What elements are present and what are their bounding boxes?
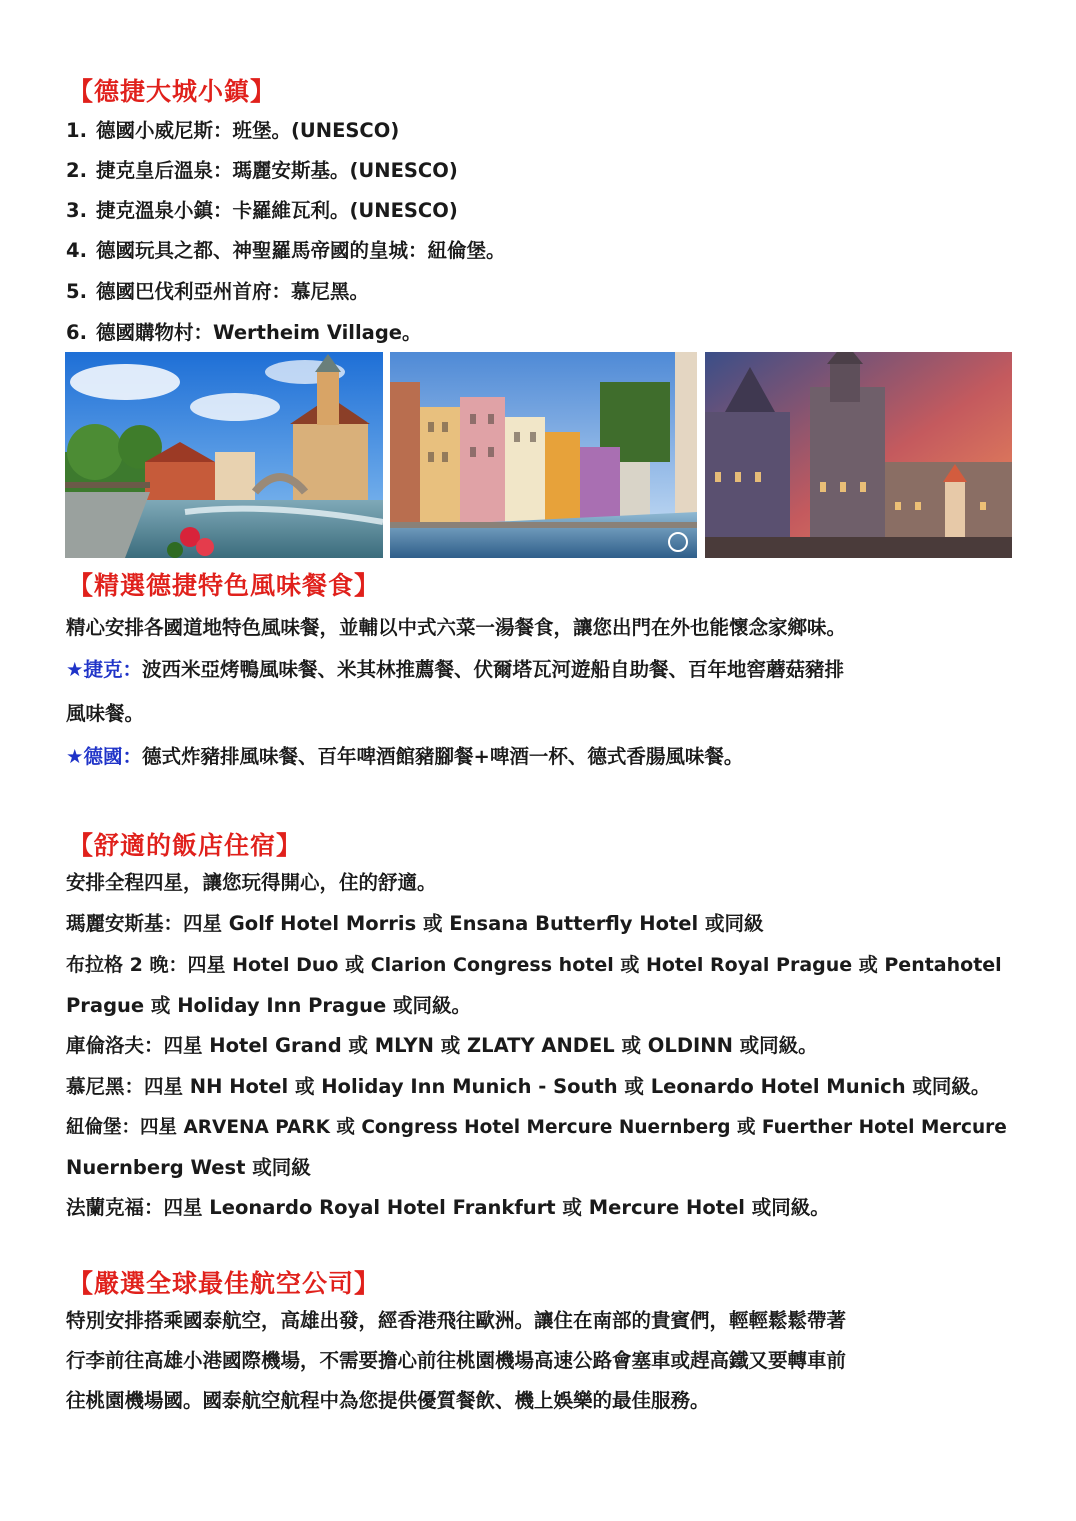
list-item [66, 117, 399, 145]
list-item-text: 德國購物村：Wertheim Village。 [96, 321, 422, 344]
airline-line: 行李前往高雄小港國際機場，不需要擔心前往桃園機場高速公路會塞車或趕高鐵又要轉車前 [66, 1349, 847, 1372]
hotel-line: 慕尼黑：四星 NH Hotel 或 Holiday Inn Munich - South 或 Leonardo Hotel Munich 或同級。 [66, 1075, 991, 1098]
list-item-text: 德國小威尼斯：班堡。(UNESCO) [96, 119, 400, 142]
list-item-number: 4. [66, 239, 87, 262]
germany-label: ★德國： [66, 745, 142, 768]
list-item [66, 237, 506, 265]
karlovy-vary-photo [390, 352, 697, 558]
germany-food-text: 德式炸豬排風味餐、百年啤酒館豬腳餐+啤酒一杯、德式香腸風味餐。 [141, 745, 744, 768]
airline-section-title: 【嚴選全球最佳航空公司】 [68, 1269, 381, 1298]
hotel-line: Nuernberg West 或同級 [66, 1156, 311, 1179]
list-item-number: 1. [66, 119, 87, 142]
czech-food-line [66, 656, 844, 684]
list-item-number: 3. [66, 199, 87, 222]
munich-photo [705, 352, 1012, 558]
czech-food-line-cont: 風味餐。 [66, 702, 145, 725]
hotel-line: 安排全程四星，讓您玩得開心，住的舒適。 [66, 871, 437, 894]
list-item [66, 278, 369, 306]
airline-line: 特別安排搭乘國泰航空，高雄出發，經香港飛往歐洲。讓住在南部的貴賓們，輕輕鬆鬆帶著 [66, 1309, 847, 1332]
hotels-section-title: 【舒適的飯店住宿】 [68, 831, 303, 860]
food-section-title: 【精選德捷特色風味餐食】 [68, 571, 381, 600]
airline-line: 往桃園機場國。國泰航空航程中為您提供優質餐飲、機上娛樂的最佳服務。 [66, 1389, 710, 1412]
hotel-line: 法蘭克福：四星 Leonardo Royal Hotel Frankfurt 或 Mercure Hotel 或同級。 [66, 1196, 830, 1219]
list-item-text: 捷克皇后溫泉：瑪麗安斯基。(UNESCO) [96, 159, 458, 182]
bamberg-photo [65, 352, 383, 558]
list-item [66, 157, 458, 185]
food-intro: 精心安排各國道地特色風味餐，並輔以中式六菜一湯餐食，讓您出門在外也能懷念家鄉味。 [66, 616, 847, 639]
czech-label: ★捷克： [66, 658, 142, 681]
list-item-text: 捷克溫泉小鎮：卡羅維瓦利。(UNESCO) [96, 199, 458, 222]
hotel-line: 庫倫洛夫：四星 Hotel Grand 或 MLYN 或 ZLATY ANDEL 或 OLDINN 或同級。 [66, 1034, 818, 1057]
cities-section-title: 【德捷大城小鎮】 [68, 77, 277, 106]
list-item-text: 德國玩具之都、神聖羅馬帝國的皇城：紐倫堡。 [96, 239, 506, 262]
hotel-line: Prague 或 Holiday Inn Prague 或同級。 [66, 994, 472, 1017]
list-item [66, 319, 422, 347]
czech-food-text: 波西米亞烤鴨風味餐、米其林推薦餐、伏爾塔瓦河遊船自助餐、百年地窖蘑菇豬排 [141, 658, 844, 681]
list-item-text: 德國巴伐利亞州首府：慕尼黑。 [96, 280, 370, 303]
list-item-number: 5. [66, 280, 87, 303]
list-item-number: 6. [66, 321, 87, 344]
hotel-line: 紐倫堡：四星 ARVENA PARK 或 Congress Hotel Mercure Nuernberg 或 Fuerther Hotel Mercure [66, 1117, 1007, 1138]
list-item [66, 197, 458, 225]
hotel-line: 瑪麗安斯基：四星 Golf Hotel Morris 或 Ensana Butterfly Hotel 或同級 [66, 912, 764, 935]
hotel-line: 布拉格 2 晚：四星 Hotel Duo 或 Clarion Congress hotel 或 Hotel Royal Prague 或 Pentahotel [66, 954, 1002, 976]
list-item-number: 2. [66, 159, 87, 182]
germany-food-line [66, 743, 743, 771]
